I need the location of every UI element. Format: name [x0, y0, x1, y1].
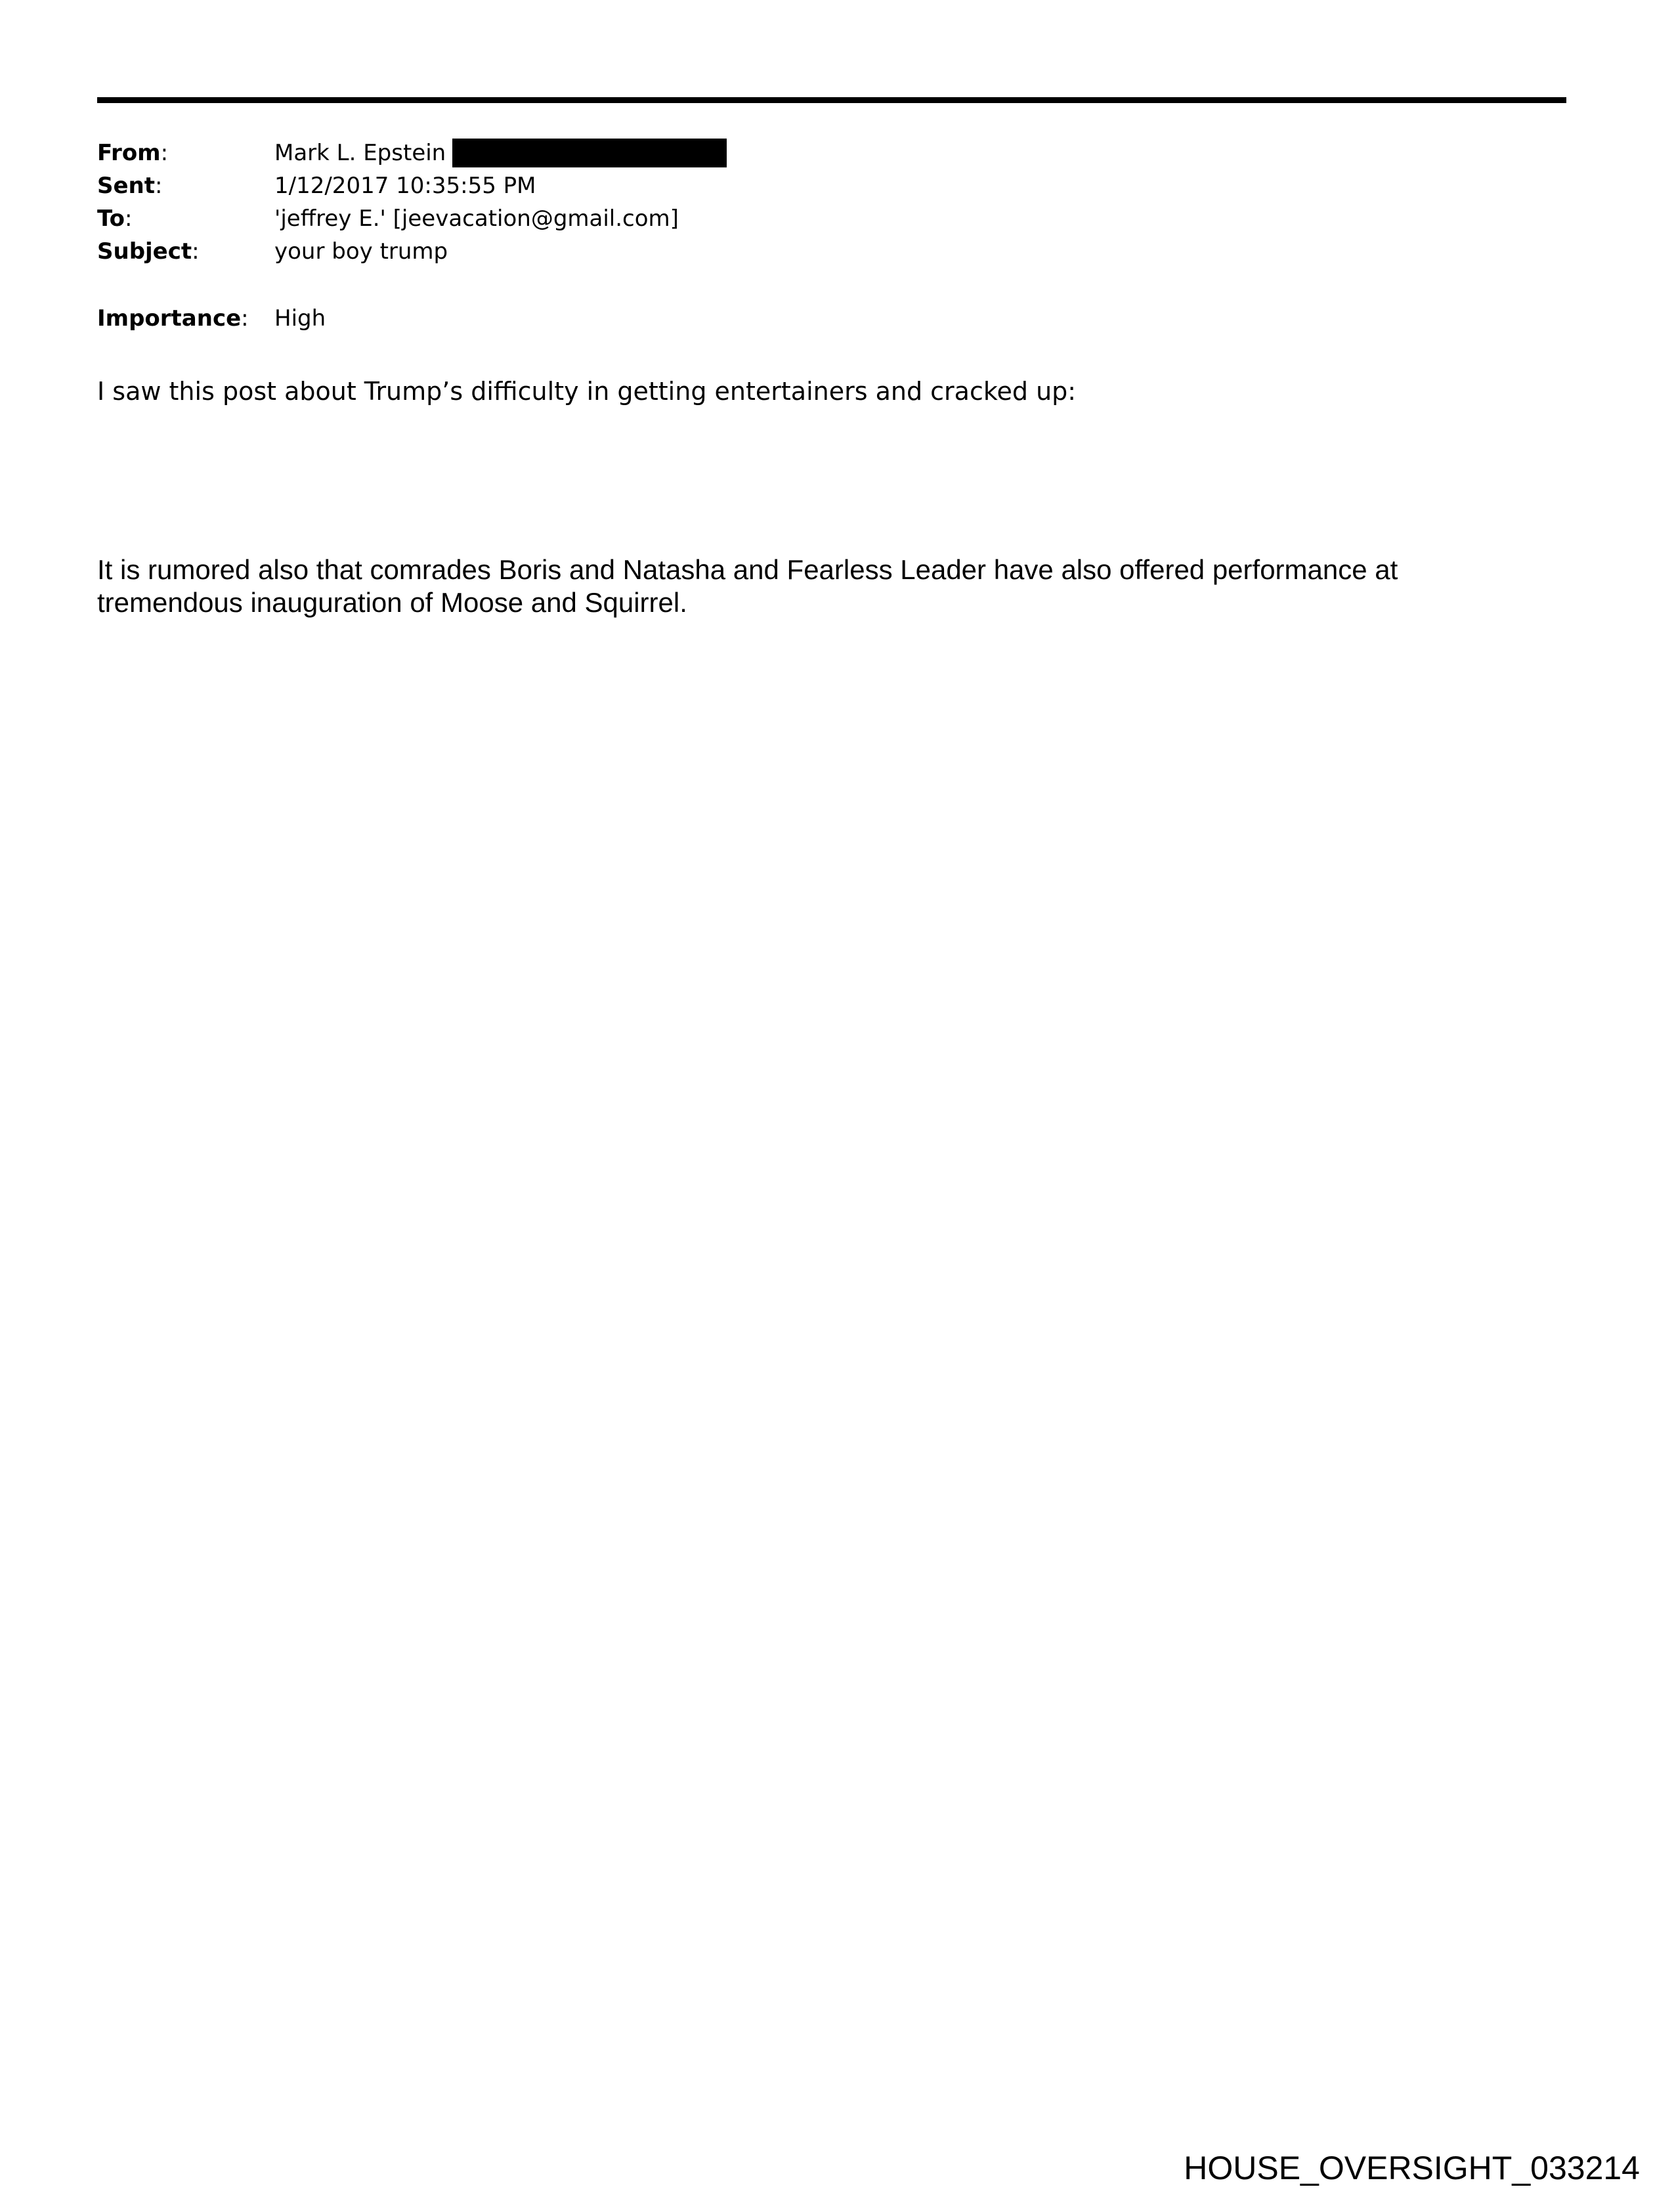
subject-value: your boy trump — [274, 238, 448, 265]
from-value: Mark L. Epstein — [274, 140, 446, 166]
email-headers — [97, 137, 727, 335]
to-row — [97, 202, 727, 235]
sent-row — [97, 169, 727, 202]
subject-label: Subject — [97, 238, 192, 265]
subject-row — [97, 235, 727, 268]
sent-label-cell — [97, 169, 274, 202]
importance-label: Importance — [97, 305, 242, 332]
to-value: 'jeffrey E.' [jeevacation@gmail.com] — [274, 206, 679, 232]
to-label: To — [97, 206, 125, 232]
from-label-cell — [97, 137, 274, 169]
importance-colon: : — [241, 305, 249, 332]
sent-label: Sent — [97, 173, 156, 199]
body-intro-line: I saw this post about Trump’s difficulty in getting entertainers and cracked up: — [97, 377, 1077, 406]
redaction-box — [452, 139, 727, 167]
importance-value: High — [274, 305, 326, 332]
subject-colon: : — [192, 238, 200, 265]
to-label-cell — [97, 202, 274, 235]
to-colon: : — [125, 206, 133, 232]
importance-label-cell — [97, 302, 274, 335]
bates-number: HOUSE_OVERSIGHT_033214 — [1184, 2150, 1640, 2186]
body-paragraph: It is rumored also that comrades Boris and Natasha and Fearless Leader have also offered performance at tremendous inauguration of Moose and Squirrel. — [97, 554, 1398, 618]
importance-row — [97, 302, 727, 335]
from-label: From — [97, 140, 161, 166]
header-rule — [97, 97, 1566, 103]
from-colon: : — [160, 140, 169, 166]
from-row — [97, 137, 727, 169]
sent-value: 1/12/2017 10:35:55 PM — [274, 173, 536, 199]
subject-label-cell — [97, 235, 274, 268]
from-value-cell — [274, 137, 727, 169]
sent-colon: : — [155, 173, 163, 199]
